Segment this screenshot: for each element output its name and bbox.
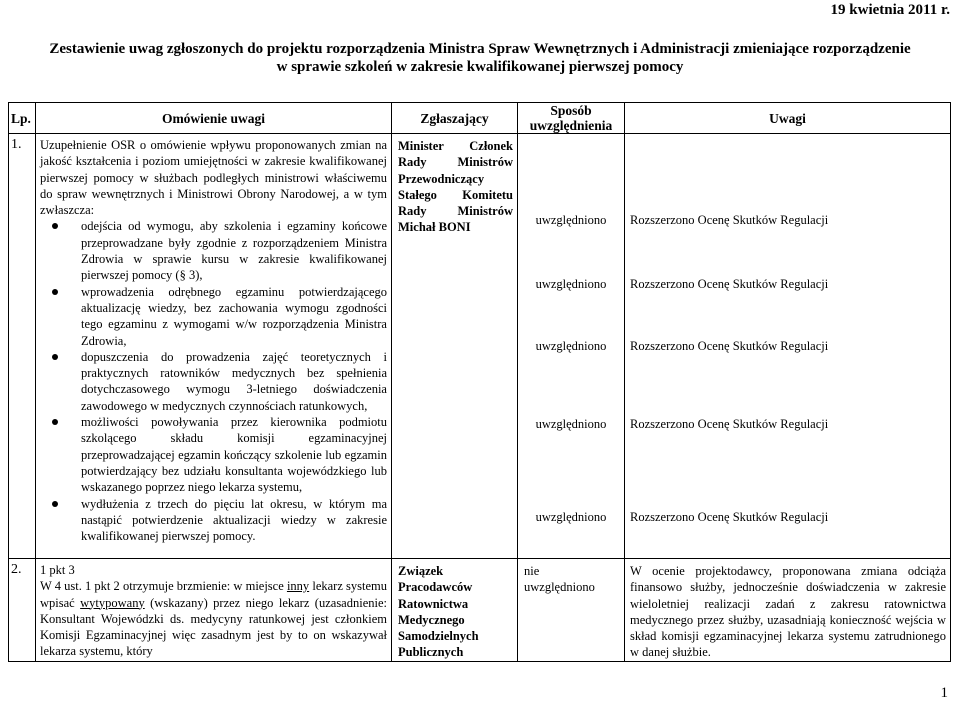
bullet-icon bbox=[52, 501, 58, 507]
status-text: uwzględniono bbox=[535, 277, 607, 291]
submitter-line: Pracodawców bbox=[398, 580, 473, 595]
status-cell bbox=[518, 559, 625, 662]
remark-text: Rozszerzono Ocenę Skutków Regulacji bbox=[630, 510, 829, 524]
submitter-cell bbox=[392, 134, 518, 559]
bullet-icon bbox=[52, 289, 58, 295]
remark-text: Rozszerzono Ocenę Skutków Regulacji bbox=[630, 277, 829, 291]
header-sposob-line2: uwzględnienia bbox=[529, 118, 613, 133]
comment-line-2 bbox=[40, 578, 387, 659]
submitter-text: Minister Członek Rady Ministrów Przewodniczący Stałego Komitetu Rady Ministrów Michał BONI bbox=[398, 139, 513, 235]
comment-cell bbox=[36, 559, 392, 662]
comment-intro: Uzupełnienie OSR o omówienie wpływu proponowanych zmian na jakość kształcenia i poziom umiejętności w zakresie kwalifikowanej pierwszej pomocy w służbach podległych ministrowi właściwemu do spraw wewnętrznych i Ministrowi Obrony Narodowej, a w tym zwłaszcza: bbox=[40, 138, 387, 218]
submitter-line: Związek bbox=[398, 564, 444, 578]
row-number-text: 1. bbox=[11, 137, 22, 152]
list-item-text: odejścia od wymogu, aby szkolenia i egzaminy końcowe przeprowadzane były zgodnie z rozporządzeniem Ministra Zdrowia w sprawie kursu w zakresie kwalifikowanej pierwszej pomocy (§ 3), bbox=[81, 219, 387, 283]
status-text: uwzględniono bbox=[535, 510, 607, 524]
bullet-icon bbox=[52, 223, 58, 229]
document-date: 19 kwietnia 2011 r. bbox=[830, 2, 950, 18]
remark-text: Rozszerzono Ocenę Skutków Regulacji bbox=[630, 339, 829, 353]
comment-line-1: 1 pkt 3 bbox=[40, 563, 75, 577]
list-item bbox=[40, 349, 387, 414]
header-uwagi: Uwagi bbox=[625, 103, 951, 134]
remark-text: W ocenie projektodawcy, proponowana zmiana odciąża finansowo służby, jednocześnie doświadczenia w zakresie wieloletniej realizacji zadań z zakresu ratownictwa medycznego przez służby, uzasadniają konieczność wejścia w skład komisji egzaminacyjnej lekarza systemu zatrudnionego w danej służbie. bbox=[630, 564, 946, 660]
comment-rest: lekarz (uzasadnienie: Konsultant Wojewódzki ds. medycyny ratunkowej jest członkiem Komisji Egzaminacyjnej więc zasadnym jest by to on wskazywał lekarza systemu, który bbox=[40, 595, 387, 659]
comment-line-3-start: lekarz systemu wpisać bbox=[40, 579, 388, 610]
status-line: uwzględniono bbox=[524, 580, 595, 595]
comments-table bbox=[8, 102, 951, 662]
underlined-word: inny bbox=[286, 579, 310, 594]
submitter-line: Publicznych bbox=[398, 645, 464, 660]
list-item bbox=[40, 218, 387, 283]
header-omowienie: Omówienie uwagi bbox=[36, 103, 392, 134]
row-number-text: 2. bbox=[11, 562, 22, 577]
status-text: uwzględniono bbox=[535, 339, 607, 353]
comment-line-3-end: (wskazany) przez niego bbox=[144, 595, 274, 610]
list-item-text: wydłużenia z trzech do pięciu lat okresu, w którym ma nastąpić potwierdzenie aktualizacji wiedzy w zakresie kwalifikowanej pierwszej pomocy. bbox=[81, 496, 387, 544]
bullet-icon bbox=[52, 419, 58, 425]
list-item-text: wprowadzenia odrębnego egzaminu potwierdzającego aktualizację wiedzy, bez zachowania wymogu zgodności tego egzaminu z wymogami w/w rozporządzenia Ministra Zdrowia, bbox=[81, 284, 387, 348]
remark-text: Rozszerzono Ocenę Skutków Regulacji bbox=[630, 213, 829, 227]
submitter-line: Medycznego bbox=[398, 612, 465, 627]
comment-cell bbox=[36, 134, 392, 559]
table-row bbox=[9, 559, 951, 662]
comment-bullets bbox=[40, 218, 387, 544]
status-text: uwzględniono bbox=[535, 213, 607, 227]
header-sposob bbox=[518, 103, 625, 134]
submitter-line: Samodzielnych bbox=[398, 629, 479, 644]
underlined-word: wytypowany bbox=[80, 595, 145, 610]
status-text: uwzględniono bbox=[535, 417, 607, 431]
remarks-cell bbox=[625, 134, 951, 559]
submitter-cell bbox=[392, 559, 518, 662]
remark-text: Rozszerzono Ocenę Skutków Regulacji bbox=[630, 417, 829, 431]
list-item bbox=[40, 414, 387, 495]
header-lp: Lp. bbox=[9, 103, 36, 134]
header-sposob-line1: Sposób bbox=[550, 103, 592, 118]
submitter-line: Ratownictwa bbox=[398, 596, 469, 611]
status-cell bbox=[518, 134, 625, 559]
title-line-1: Zestawienie uwag zgłoszonych do projektu rozporządzenia Ministra Spraw Wewnętrznych i Administracji zmieniające rozporządzenie bbox=[49, 41, 911, 57]
document-title bbox=[0, 40, 960, 76]
row-number bbox=[9, 134, 36, 559]
status-line: nie bbox=[524, 564, 540, 578]
list-item-text: dopuszczenia do prowadzenia zajęć teoretycznych i praktycznych ratowników medycznych bez spełnienia dotychczasowego wymogu 3-letniego doświadczenia zawodowego w medycznych czynnościach ratunkowych, bbox=[81, 349, 387, 413]
remarks-cell bbox=[625, 559, 951, 662]
list-item bbox=[40, 496, 387, 545]
bullet-icon bbox=[52, 354, 58, 360]
header-zglaszajacy: Zgłaszający bbox=[392, 103, 518, 134]
table-row bbox=[9, 134, 951, 559]
list-item-text: możliwości powoływania przez kierownika podmiotu szkolącego składu komisji egzaminacyjnej przeprowadzającej egzamin kończący szkolenie lub egzamin potwierdzający bez udziału konsultanta wojewódzkiego lub wskazanego poprzez niego lekarza systemu, bbox=[81, 415, 387, 495]
row-number bbox=[9, 559, 36, 662]
comment-line-2-text: W 4 ust. 1 pkt 2 otrzymuje brzmienie: w miejsce bbox=[40, 579, 287, 594]
title-line-2: w sprawie szkoleń w zakresie kwalifikowanej pierwszej pomocy bbox=[276, 59, 684, 75]
page-number: 1 bbox=[940, 685, 948, 701]
header-row bbox=[9, 103, 951, 134]
list-item bbox=[40, 284, 387, 349]
